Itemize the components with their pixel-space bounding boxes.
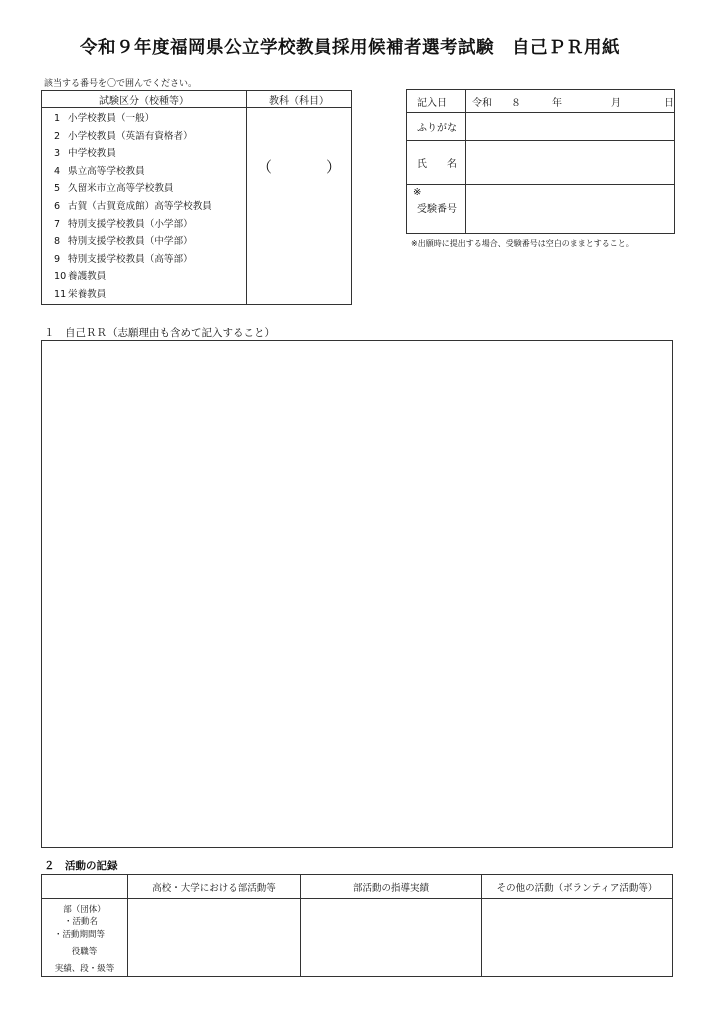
exam-option[interactable]: 8 特別支援学校教員（中学部） bbox=[54, 236, 193, 248]
page-title: 令和９年度福岡県公立学校教員採用候補者選考試験 自己ＰＲ用紙 bbox=[80, 38, 620, 58]
exam-option[interactable]: 11 栄養教員 bbox=[54, 288, 107, 300]
exam-option[interactable]: 4 県立高等学校教員 bbox=[54, 165, 145, 177]
exam-option[interactable]: 3 中学校教員 bbox=[54, 148, 116, 160]
activity-corner-cell bbox=[42, 875, 128, 899]
exam-number-label: 受験番号 bbox=[417, 204, 457, 215]
activity-col-header: 高校・大学における部活動等 bbox=[128, 875, 301, 899]
exam-category-header: 試験区分（校種等） bbox=[42, 91, 247, 108]
exam-option[interactable]: 10 養護教員 bbox=[54, 271, 107, 283]
exam-option[interactable]: 2 小学校教員（英語有資格者） bbox=[54, 130, 193, 142]
instruction-text: 該当する番号を〇で囲んでください。 bbox=[44, 79, 198, 89]
furigana-field[interactable] bbox=[466, 113, 675, 141]
month-unit: 月 bbox=[611, 97, 621, 109]
era-text: 令和 bbox=[472, 97, 492, 109]
applicant-info-table bbox=[406, 89, 675, 234]
self-pr-textarea[interactable] bbox=[41, 340, 673, 848]
section2-heading: ２ 活動の記録 bbox=[44, 860, 118, 872]
subject-input-cell[interactable] bbox=[246, 108, 351, 305]
exam-number-field[interactable] bbox=[466, 185, 675, 234]
year-value: ８ bbox=[511, 97, 521, 109]
row-label: ・活動期間等 bbox=[54, 929, 106, 940]
exam-options-cell bbox=[42, 108, 247, 305]
furigana-label: ふりがな bbox=[407, 113, 466, 141]
row-label: 実績、段・級等 bbox=[54, 963, 115, 974]
activity-col-header: 部活動の指導実績 bbox=[301, 875, 482, 899]
exam-number-label-cell bbox=[407, 185, 466, 234]
exam-number-note: ※出願時に提出する場合、受験番号は空白のままとすること。 bbox=[411, 239, 634, 248]
exam-option[interactable]: 7 特別支援学校教員（小学部） bbox=[54, 218, 193, 230]
coaching-record-field[interactable] bbox=[301, 899, 482, 977]
exam-number-mark: ※ bbox=[413, 187, 422, 198]
row-label: 部（団体） bbox=[63, 905, 106, 915]
exam-category-table bbox=[41, 90, 352, 305]
year-unit: 年 bbox=[552, 97, 562, 109]
subject-header: 教科（科目） bbox=[246, 91, 351, 108]
exam-option[interactable]: 9 特別支援学校教員（高等部） bbox=[54, 253, 193, 265]
activity-row-labels bbox=[42, 899, 128, 977]
name-label: 氏 名 bbox=[407, 141, 466, 185]
date-field[interactable] bbox=[466, 90, 675, 113]
exam-option[interactable]: 1 小学校教員（一般） bbox=[54, 113, 155, 124]
other-activity-field[interactable] bbox=[482, 899, 673, 977]
activity-col-header: その他の活動（ボランティア活動等） bbox=[482, 875, 673, 899]
day-unit: 日 bbox=[664, 97, 674, 109]
row-label: 役職等 bbox=[71, 946, 98, 957]
date-label: 記入日 bbox=[407, 90, 466, 113]
activity-record-table bbox=[41, 874, 673, 977]
row-label: ・活動名 bbox=[64, 916, 99, 927]
subject-parentheses: （ ） bbox=[256, 158, 341, 176]
section1-heading: １ 自己ＲＲ（志願理由も含めて記入すること） bbox=[44, 327, 275, 339]
exam-option[interactable]: 6 古賀（古賀竟成館）高等学校教員 bbox=[54, 200, 212, 212]
name-field[interactable] bbox=[466, 141, 675, 185]
exam-option[interactable]: 5 久留米市立高等学校教員 bbox=[54, 183, 174, 195]
club-activity-field[interactable] bbox=[128, 899, 301, 977]
